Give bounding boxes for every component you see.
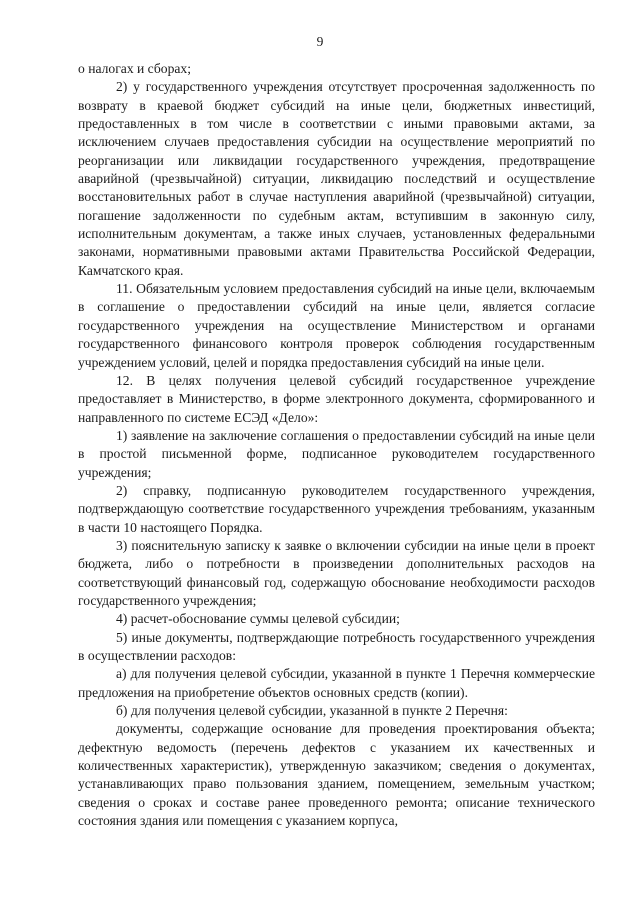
paragraph-subitem-a: а) для получения целевой субсидии, указанной в пункте 1 Перечня коммерческие предложения на приобретение объектов основных средств (копии). (78, 666, 595, 700)
paragraph-item-3: 3) пояснительную записку к заявке о включении субсидии на иные цели в проект бюджета, либо о потребности в произведении дополнительных расходов на соответствующий финансовый год, содержащую обоснование необходимости расходов государственного учреждения; (78, 537, 595, 608)
paragraph-clause-12: 12. В целях получения целевой субсидий государственное учреждение предоставляет в Министерство, в форме электронного документа, сформированного и направленного по системе ЕСЭД «Дело»: (78, 372, 595, 425)
paragraph-item-2-certificate: 2) справку, подписанную руководителем государственного учреждения, подтверждающую соответствие государственного учреждения требованиям, указанным в части 10 настоящего Порядка. (78, 482, 595, 535)
paragraph-subitem-b: б) для получения целевой субсидии, указанной в пункте 2 Перечня: (116, 703, 508, 719)
paragraph-documents: документы, содержащие основание для проведения проектирования объекта; дефектную ведомость (перечень дефектов с указанием их качественных и количественных характеристик), утвержденную заказчиком; сведения о документах, устанавливающих право пользования зданием, помещением, земельным участком; сведения о сроках и составе ранее проведенного ремонта; описание технического состояния здания или помещения с указанием корпуса, (78, 721, 595, 829)
paragraph-item-5: 5) иные документы, подтверждающие потребность государственного учреждения в осуществлении расходов: (78, 629, 595, 663)
paragraph-continuation: о налогах и сборах; (78, 61, 191, 76)
paragraph-clause-11: 11. Обязательным условием предоставления субсидий на иные цели, включаемым в соглашение о предоставлении субсидий на иные цели, является согласие государственного учреждения на осуществление Министерством и органами государственного финансового контроля проверок соблюдения государственным учреждением условий, целей и порядка предоставления субсидий на иные цели. (78, 281, 595, 370)
document-body (78, 60, 595, 830)
paragraph-item-1: 1) заявление на заключение соглашения о предоставлении субсидий на иные цели в простой письменной форме, подписанное руководителем государственного учреждения; (78, 427, 595, 480)
paragraph-item-4: 4) расчет-обоснование суммы целевой субсидии; (116, 611, 400, 627)
paragraph-item-2: 2) у государственного учреждения отсутствует просроченная задолженность по возврату в краевой бюджет субсидий на иные цели, бюджетных инвестиций, предоставленных в том числе в соответствии с иными правовыми актами, за исключением случаев предоставления субсидии на осуществление мероприятий по реорганизации или ликвидации государственного учреждения, предотвращение аварийной (чрезвычайной) ситуации, ликвидацию последствий и осуществление восстановительных работ в случае наступления аварийной (чрезвычайной) ситуации, погашение задолженности по судебным актам, вступившим в законную силу, исполнительным документам, а также иных случаев, установленных федеральными законами, нормативными правовыми актами Правительства Российской Федерации, Камчатского края. (78, 79, 595, 278)
page-number: 9 (316, 34, 324, 49)
